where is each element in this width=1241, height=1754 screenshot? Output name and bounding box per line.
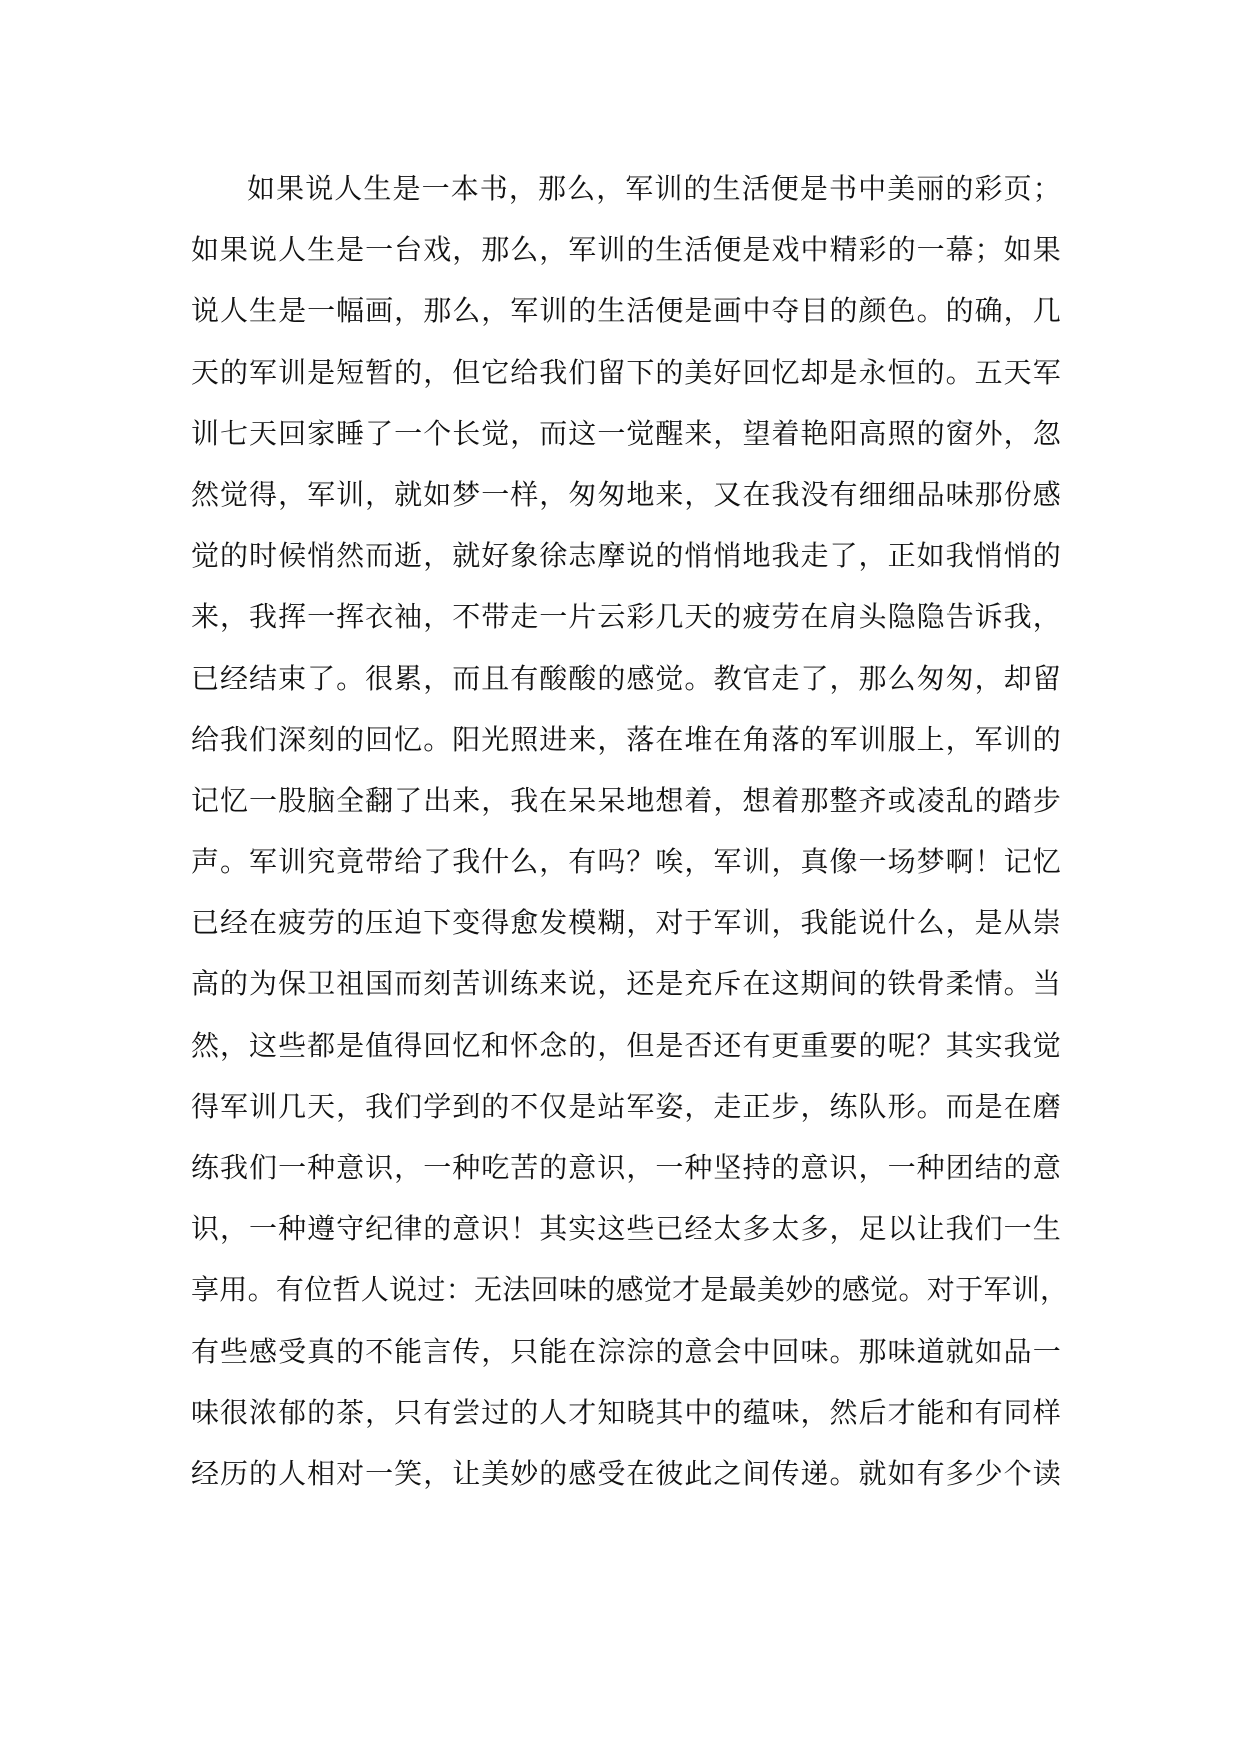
text-line: 有些感受真的不能言传，只能在淙淙的意会中回味。那味道就如品一: [191, 1334, 1061, 1368]
text-line: 已经在疲劳的压迫下变得愈发模糊，对于军训，我能说什么，是从崇: [191, 906, 1061, 940]
text-line: 享用。有位哲人说过：无法回味的感觉才是最美妙的感觉。对于军训，: [191, 1273, 1069, 1307]
text-line: 声。军训究竟带给了我什么，有吗？唉，军训，真像一场梦啊！记忆: [191, 845, 1061, 879]
text-line: 得军训几天，我们学到的不仅是站军姿，走正步，练队形。而是在磨: [191, 1089, 1061, 1123]
text-line: 已经结束了。很累，而且有酸酸的感觉。教官走了，那么匆匆，却留: [191, 661, 1061, 695]
body-paragraph: [191, 158, 1069, 1504]
text-line: 来，我挥一挥衣袖，不带走一片云彩几天的疲劳在肩头隐隐告诉我，: [191, 600, 1061, 634]
text-line: 说人生是一幅画，那么，军训的生活便是画中夺目的颜色。的确，几: [191, 294, 1061, 328]
text-line: 如果说人生是一本书，那么，军训的生活便是书中美丽的彩页；: [247, 172, 1061, 205]
text-line: 高的为保卫祖国而刻苦训练来说，还是充斥在这期间的铁骨柔情。当: [191, 967, 1061, 1001]
text-line: 天的军训是短暂的，但它给我们留下的美好回忆却是永恒的。五天军: [191, 355, 1061, 389]
text-line: 训七天回家睡了一个长觉，而这一觉醒来，望着艳阳高照的窗外，忽: [191, 416, 1061, 450]
text-line: 然觉得，军训，就如梦一样，匆匆地来，又在我没有细细品味那份感: [191, 477, 1061, 511]
text-line: 如果说人生是一台戏，那么，军训的生活便是戏中精彩的一幕；如果: [191, 233, 1061, 267]
text-line: 味很浓郁的茶，只有尝过的人才知晓其中的蕴味，然后才能和有同样: [191, 1395, 1061, 1429]
text-line: 识，一种遵守纪律的意识！其实这些已经太多太多，足以让我们一生: [191, 1212, 1061, 1246]
text-line: 记忆一股脑全翻了出来，我在呆呆地想着，想着那整齐或凌乱的踏步: [191, 783, 1061, 817]
text-line: 给我们深刻的回忆。阳光照进来，落在堆在角落的军训服上，军训的: [191, 722, 1061, 756]
text-line: 然，这些都是值得回忆和怀念的，但是否还有更重要的呢？其实我觉: [191, 1028, 1061, 1062]
text-line: 觉的时候悄然而逝，就好象徐志摩说的悄悄地我走了，正如我悄悄的: [191, 539, 1061, 573]
text-line: 经历的人相对一笑，让美妙的感受在彼此之间传递。就如有多少个读: [191, 1456, 1061, 1490]
text-line: 练我们一种意识，一种吃苦的意识，一种坚持的意识，一种团结的意: [191, 1151, 1061, 1184]
